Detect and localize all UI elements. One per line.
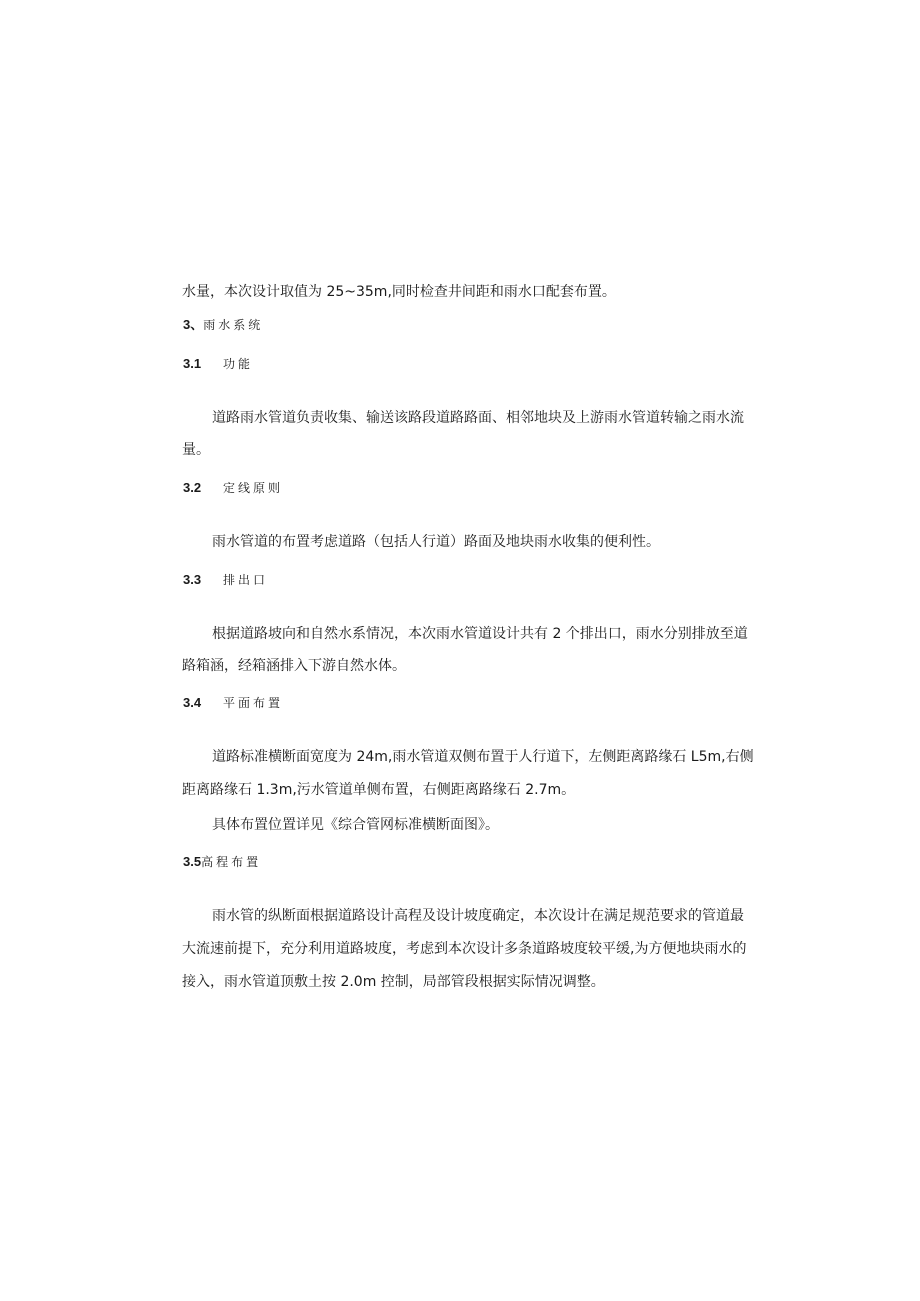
section-3-4-text-line: 距离路缘石 1.3m,污水管道单侧布置，右侧距离路缘石 2.7m。: [182, 782, 576, 798]
section-3-title: 雨水系统: [203, 318, 264, 332]
section-3-5-title: 高程布置: [201, 855, 262, 869]
section-3-5-number: 3.5: [183, 854, 202, 869]
section-3-5-text-line: 接入，雨水管道顶敷土按 2.0m 控制，局部管段根据实际情况调整。: [182, 974, 605, 990]
section-3-2-number: 3.2: [183, 480, 202, 495]
section-3-5-text-line: 大流速前提下，充分利用道路坡度，考虑到本次设计多条道路坡度较平缓,为方便地块雨水的: [182, 941, 747, 957]
section-3-number: 3、: [183, 317, 204, 332]
section-3-2-heading: [183, 478, 283, 499]
section-3-1-text-line: 道路雨水管道负责收集、输送该路段道路路面、相邻地块及上游雨水管道转输之雨水流: [212, 410, 744, 426]
section-3-3-text-line: 路箱涵，经箱涵排入下游自然水体。: [182, 658, 406, 674]
section-3-2-title: 定线原则: [223, 481, 284, 495]
section-3-2-text-line: 雨水管道的布置考虑道路（包括人行道）路面及地块雨水收集的便利性。: [212, 534, 660, 550]
section-3-1-text-line: 量。: [182, 442, 210, 458]
section-3-heading: [183, 315, 263, 336]
section-3-4-text-line: 道路标准横断面宽度为 24m,雨水管道双侧布置于人行道下，左侧距离路缘石 L5m,右侧: [212, 749, 754, 765]
section-3-1-number: 3.1: [183, 356, 202, 371]
section-3-3-title: 排出口: [223, 573, 269, 587]
section-3-5-heading: [183, 852, 261, 873]
section-3-4-text-line: 具体布置位置详见《综合管网标准横断面图》。: [212, 817, 499, 833]
section-3-4-heading: [183, 693, 283, 714]
section-3-1-title: 功能: [223, 357, 254, 371]
section-3-3-text-line: 根据道路坡向和自然水系情况，本次雨水管道设计共有 2 个排出口，雨水分别排放至道: [212, 626, 748, 642]
section-3-4-number: 3.4: [183, 695, 202, 710]
section-3-5-text-line: 雨水管的纵断面根据道路设计高程及设计坡度确定，本次设计在满足规范要求的管道最: [212, 908, 744, 924]
intro-text-line: 水量，本次设计取值为 25~35m,同时检查井间距和雨水口配套布置。: [182, 284, 616, 300]
section-3-1-heading: [183, 354, 253, 375]
section-3-4-title: 平面布置: [223, 696, 284, 710]
section-3-3-heading: [183, 570, 268, 591]
section-3-3-number: 3.3: [183, 572, 202, 587]
